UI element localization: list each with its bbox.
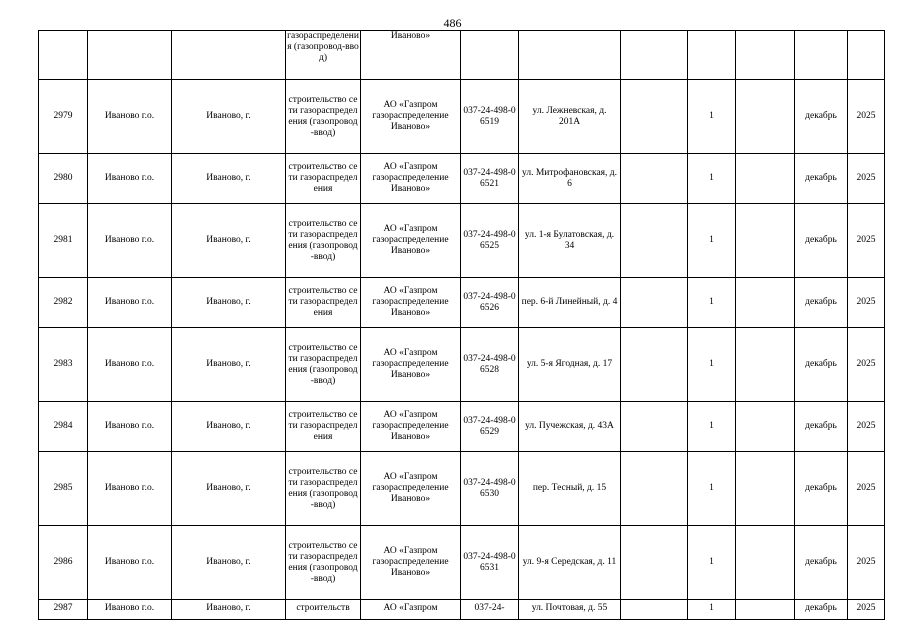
org-cell: АО «Газпром <box>361 600 461 620</box>
row-number-cell: 2982 <box>39 278 88 328</box>
count-cell: 1 <box>688 452 736 526</box>
org-cell: АО «Газпром газораспределение Иваново» <box>361 204 461 278</box>
registry-table <box>38 30 885 620</box>
table-row <box>39 154 885 204</box>
district-cell: Иваново г.о. <box>88 204 172 278</box>
year-cell: 2025 <box>848 80 885 154</box>
code-cell: 037-24-498-06519 <box>461 80 519 154</box>
locality-cell: Иваново, г. <box>172 526 286 600</box>
org-cell: АО «Газпром газораспределение Иваново» <box>361 526 461 600</box>
district-cell: Иваново г.о. <box>88 278 172 328</box>
month-cell: декабрь <box>795 328 848 402</box>
locality-cell: Иваново, г. <box>172 328 286 402</box>
org-cell: АО «Газпром газораспределение Иваново» <box>361 402 461 452</box>
month-cell: декабрь <box>795 402 848 452</box>
row-number-cell: 2987 <box>39 600 88 620</box>
table-row <box>39 328 885 402</box>
year-cell: 2025 <box>848 154 885 204</box>
count-cell: 1 <box>688 600 736 620</box>
month-cell: декабрь <box>795 154 848 204</box>
month-cell: декабрь <box>795 80 848 154</box>
row-number-cell: 2980 <box>39 154 88 204</box>
year-cell: 2025 <box>848 328 885 402</box>
table-row <box>39 600 885 620</box>
count-cell: 1 <box>688 204 736 278</box>
month-cell: декабрь <box>795 204 848 278</box>
code-cell: 037-24-498-06526 <box>461 278 519 328</box>
address-cell: ул. Лежневская, д. 201А <box>519 80 621 154</box>
table-row <box>39 278 885 328</box>
row-number-cell: 2981 <box>39 204 88 278</box>
code-cell: 037-24-498-06529 <box>461 402 519 452</box>
count-cell: 1 <box>688 80 736 154</box>
row-number-cell: 2979 <box>39 80 88 154</box>
object-type-cell: строительство сети газораспределения <box>286 402 361 452</box>
locality-cell: Иваново, г. <box>172 204 286 278</box>
district-cell: Иваново г.о. <box>88 600 172 620</box>
district-cell: Иваново г.о. <box>88 328 172 402</box>
row-number-cell: 2985 <box>39 452 88 526</box>
object-type-cell: строительство сети газораспределения (газопровод-ввод) <box>286 204 361 278</box>
district-cell: Иваново г.о. <box>88 402 172 452</box>
object-type-cell: строительство сети газораспределения (газопровод-ввод) <box>286 80 361 154</box>
org-cell: Иваново» <box>361 31 461 80</box>
table-row <box>39 452 885 526</box>
code-cell: 037-24- <box>461 600 519 620</box>
year-cell: 2025 <box>848 278 885 328</box>
row-number-cell: 2983 <box>39 328 88 402</box>
code-cell: 037-24-498-06528 <box>461 328 519 402</box>
locality-cell: Иваново, г. <box>172 452 286 526</box>
table-row <box>39 526 885 600</box>
code-cell: 037-24-498-06531 <box>461 526 519 600</box>
object-type-cell: строительство сети газораспределения (газопровод-ввод) <box>286 526 361 600</box>
count-cell: 1 <box>688 402 736 452</box>
year-cell: 2025 <box>848 600 885 620</box>
month-cell: декабрь <box>795 278 848 328</box>
object-type-cell: газораспределения (газопровод-ввод) <box>286 31 361 80</box>
org-cell: АО «Газпром газораспределение Иваново» <box>361 278 461 328</box>
org-cell: АО «Газпром газораспределение Иваново» <box>361 328 461 402</box>
address-cell: ул. Почтовая, д. 55 <box>519 600 621 620</box>
address-cell: ул. 1-я Булатовская, д. 34 <box>519 204 621 278</box>
address-cell: ул. 9-я Середская, д. 11 <box>519 526 621 600</box>
month-cell: декабрь <box>795 452 848 526</box>
object-type-cell: строительство сети газораспределения <box>286 154 361 204</box>
locality-cell: Иваново, г. <box>172 80 286 154</box>
table-row <box>39 31 885 80</box>
address-cell: ул. Пучежская, д. 43А <box>519 402 621 452</box>
object-type-cell: строительство сети газораспределения <box>286 278 361 328</box>
org-cell: АО «Газпром газораспределение Иваново» <box>361 80 461 154</box>
year-cell: 2025 <box>848 452 885 526</box>
object-type-cell: строительство сети газораспределения (газопровод-ввод) <box>286 452 361 526</box>
address-cell: пер. 6-й Линейный, д. 4 <box>519 278 621 328</box>
locality-cell: Иваново, г. <box>172 600 286 620</box>
row-number-cell: 2986 <box>39 526 88 600</box>
code-cell: 037-24-498-06530 <box>461 452 519 526</box>
count-cell: 1 <box>688 328 736 402</box>
code-cell: 037-24-498-06521 <box>461 154 519 204</box>
locality-cell: Иваново, г. <box>172 154 286 204</box>
count-cell: 1 <box>688 526 736 600</box>
year-cell: 2025 <box>848 402 885 452</box>
district-cell: Иваново г.о. <box>88 452 172 526</box>
table-row <box>39 402 885 452</box>
org-cell: АО «Газпром газораспределение Иваново» <box>361 154 461 204</box>
count-cell: 1 <box>688 278 736 328</box>
address-cell: пер. Тесный, д. 15 <box>519 452 621 526</box>
object-type-cell: строительство сети газораспределения (газопровод-ввод) <box>286 328 361 402</box>
table-row <box>39 80 885 154</box>
code-cell: 037-24-498-06525 <box>461 204 519 278</box>
org-cell: АО «Газпром газораспределение Иваново» <box>361 452 461 526</box>
table-row <box>39 204 885 278</box>
locality-cell: Иваново, г. <box>172 402 286 452</box>
count-cell: 1 <box>688 154 736 204</box>
month-cell: декабрь <box>795 600 848 620</box>
month-cell: декабрь <box>795 526 848 600</box>
district-cell: Иваново г.о. <box>88 526 172 600</box>
row-number-cell: 2984 <box>39 402 88 452</box>
year-cell: 2025 <box>848 526 885 600</box>
address-cell: ул. 5-я Ягодная, д. 17 <box>519 328 621 402</box>
locality-cell: Иваново, г. <box>172 278 286 328</box>
address-cell: ул. Митрофановская, д. 6 <box>519 154 621 204</box>
page-number: 486 <box>443 16 462 30</box>
district-cell: Иваново г.о. <box>88 80 172 154</box>
object-type-cell: строительств <box>286 600 361 620</box>
year-cell: 2025 <box>848 204 885 278</box>
district-cell: Иваново г.о. <box>88 154 172 204</box>
